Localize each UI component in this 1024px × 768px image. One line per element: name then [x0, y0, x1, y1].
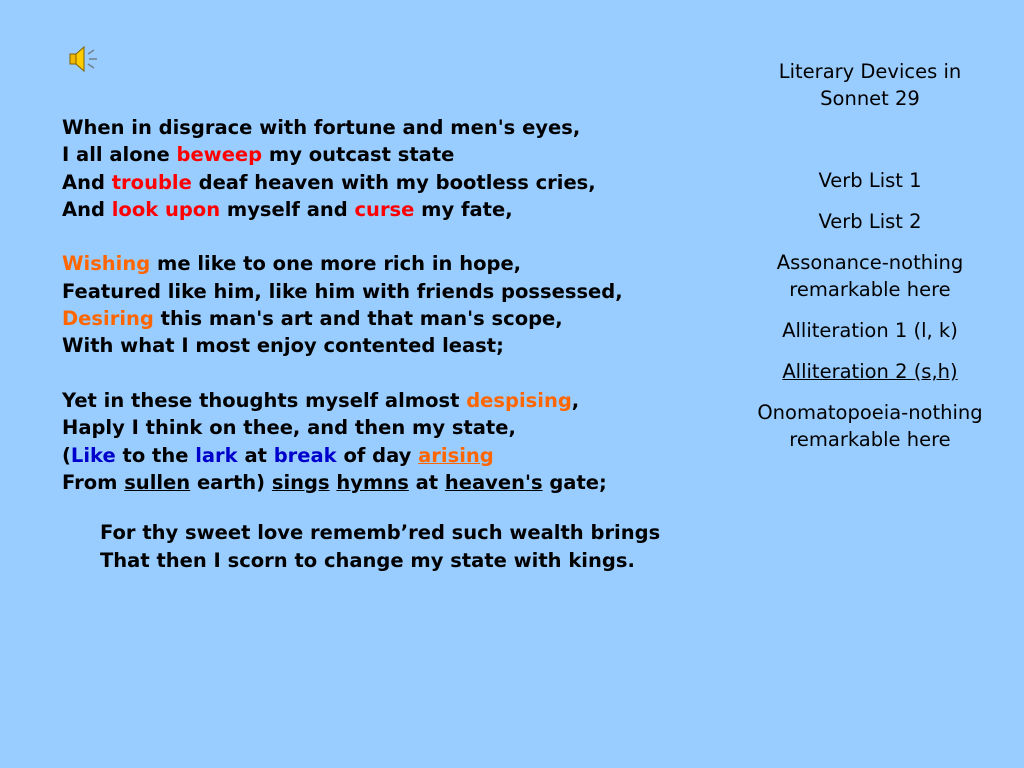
text: deaf heaven with my bootless cries, [191, 170, 596, 194]
sidebar-title: Literary Devices in Sonnet 29 [778, 60, 962, 110]
alliteration-highlight: break [273, 443, 337, 467]
sonnet-text [62, 114, 762, 496]
text: at [237, 443, 274, 467]
text: to the [115, 443, 196, 467]
verb-highlight: beweep [176, 143, 263, 167]
text: my fate, [414, 197, 513, 221]
text: And [62, 197, 112, 221]
poem-line-1: When in disgrace with fortune and men's eyes, [62, 116, 581, 139]
alliteration-highlight: Like [70, 443, 116, 467]
poem-line-14: That then I scorn to change my state with kings. [100, 549, 635, 572]
text: From [62, 470, 125, 494]
text: my outcast state [262, 143, 455, 167]
poem-line-4 [62, 196, 762, 223]
speaker-icon[interactable] [66, 42, 102, 76]
poem-line-13: For thy sweet love rememb’red such wealth brings [100, 521, 661, 544]
stanza-gap [62, 360, 762, 387]
text: Yet in these thoughts myself almost [62, 388, 467, 412]
poem-line-7 [62, 305, 762, 332]
verb-highlight: trouble [111, 170, 192, 194]
verb-highlight: arising [418, 443, 494, 467]
text: I all alone [62, 143, 177, 167]
verb-highlight: despising [466, 388, 572, 412]
text: me like to one more rich in hope, [150, 252, 522, 276]
alliteration-2-link[interactable]: Alliteration 2 (s,h) [782, 360, 958, 383]
stanza-gap [62, 223, 762, 250]
text: gate; [542, 470, 607, 494]
alliteration-underline: hymns [336, 470, 409, 494]
poem-line-10: Haply I think on thee, and then my state, [62, 416, 516, 440]
alliteration-underline: heaven's [444, 470, 543, 494]
poem-line-9 [62, 387, 762, 414]
text: ( [62, 443, 71, 467]
sidebar [752, 58, 988, 467]
poem-line-12 [62, 469, 762, 496]
text: of day [336, 443, 419, 467]
verb-highlight: Wishing [62, 252, 151, 276]
verb-highlight: curse [354, 197, 415, 221]
alliteration-highlight: lark [195, 443, 238, 467]
alliteration-underline: sings [271, 470, 330, 494]
verb-list-1-link[interactable]: Verb List 1 [818, 169, 922, 192]
alliteration-1-link[interactable]: Alliteration 1 (l, k) [782, 319, 958, 342]
poem-line-3 [62, 169, 762, 196]
text: , [571, 388, 580, 412]
assonance-note: Assonance-nothing remarkable here [776, 251, 964, 301]
onomatopoeia-note: Onomatopoeia-nothing remarkable here [757, 401, 983, 451]
poem-line-6: Featured like him, like him with friends possessed, [62, 279, 623, 303]
poem-line-2 [62, 141, 762, 168]
poem-line-11 [62, 442, 762, 469]
alliteration-underline: sullen [124, 470, 191, 494]
text: earth) [190, 470, 272, 494]
text: myself and [220, 197, 355, 221]
verb-highlight: Desiring [62, 307, 154, 331]
poem-line-8: With what I most enjoy contented least; [62, 334, 504, 358]
verb-highlight: look upon [111, 197, 221, 221]
text: at [408, 470, 445, 494]
text: this man's art and that man's scope, [153, 307, 563, 331]
couplet [100, 522, 720, 578]
text: And [62, 170, 112, 194]
verb-list-2-link[interactable]: Verb List 2 [818, 210, 922, 233]
poem-line-5 [62, 250, 762, 277]
